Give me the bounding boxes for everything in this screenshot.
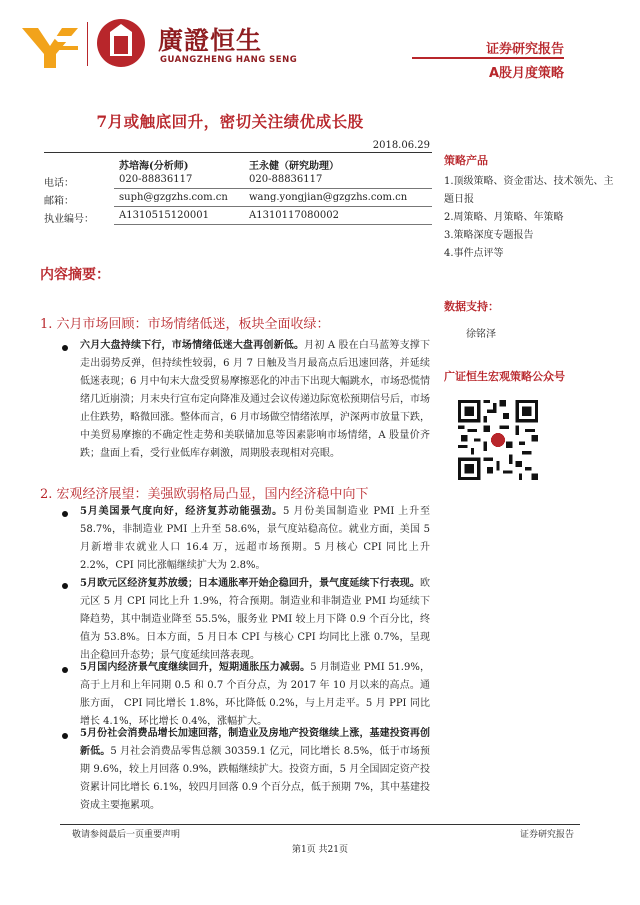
section-1-bullet-1	[80, 337, 430, 463]
bullet-text: 欧元区 5 月 CPI 同比上升 1.9%，符合预期。制造业和非制造业 PMI 均延续下降趋势，其中制造业降至 55.5%，服务业 PMI 较上月下降 0.9 个百分比，终值为 53.8%。日本方面，5 月日本 CPI 与核心 CPI 均同比上涨 0.7%，呈现出企稳回升态势；景气度延续回落表现。	[80, 578, 430, 661]
summary-title: 内容摘要：	[40, 267, 110, 283]
product-item: 3.策略深度专题报告	[444, 230, 534, 241]
phone-label: 电话：	[44, 178, 74, 189]
product-item: 1.顶级策略、资金雷达、技术领先、主题日报	[444, 176, 614, 205]
bullet-icon	[62, 733, 68, 739]
bullet-text: 5 月份美国制造业 PMI 上升至 58.7%，非制造业 PMI 上升至 58.6%，景气度站稳高位。就业方面，美国 5 月新增非农就业人口 16.4 万，远超市场预期。5 月核心 CPI 同比上升 2.2%，CPI 同比涨幅继续扩大为 2.8%。	[80, 506, 430, 571]
support-title: 数据支持：	[444, 300, 499, 313]
report-type: 证券研究报告	[485, 42, 564, 57]
section-1-heading: 1. 六月市场回顾：市场情绪低迷，板块全面收绿：	[40, 317, 330, 332]
brand-name-cn: 廣證恒生	[158, 26, 263, 55]
section-2-heading: 2. 宏观经济展望：美强欧弱格局凸显，国内经济稳中向下	[40, 487, 369, 502]
wechat-title: 广证恒生宏观策略公众号	[444, 370, 565, 383]
author-1-phone: 020-88836117	[119, 174, 193, 185]
brand-name-en: GUANGZHENG HANG SENG	[160, 55, 298, 65]
products-title: 策略产品	[444, 154, 488, 167]
bullet-lead: 5月份社会消费品增长加速回落，制造业及房地产投资继续上涨，基建投资再创新低。	[80, 728, 430, 757]
company-logo-icon	[22, 28, 78, 68]
row-divider	[114, 188, 432, 189]
bullet-lead: 六月大盘持续下行，市场情绪低迷大盘再创新低。	[80, 340, 305, 351]
bullet-icon	[62, 345, 68, 351]
bullet-lead: 5月欧元区经济复苏放缓；日本通胀率开始企稳回升，景气度延续下行表现。	[80, 578, 420, 589]
products-list	[444, 173, 614, 263]
bullet-text: 月初 A 股在白马蓝筹支撑下走出弱势反弹，但持续性较弱，6 月 7 日触及当月最高点后迅速回落，并延续低迷表现；6 月中旬末大盘受贸易摩擦恶化的冲击下出现大幅跳水，市场恐慌情绪几近崩溃；月末央行宣布定向降准及通过会议传递边际宽松预期信号后，市场止住跌势，略微回涨。整体而言，6 月市场做空情绪浓厚，沪深两市放量下跌，中美贸易摩擦的不确定性走势和美联储加息等因素影响市场情绪，A 股量价齐跌；盘面上看，受行业低库存刺激，周期股表现相对亮眼。	[80, 340, 430, 459]
section-2-bullet-3	[80, 659, 430, 731]
author-1-email[interactable]: suph@gzgzhs.com.cn	[119, 192, 228, 203]
row-divider	[114, 206, 432, 207]
report-title: 7月或触底回升，密切关注绩优成长股	[96, 112, 364, 131]
bullet-icon	[62, 511, 68, 517]
support-name: 徐铭泽	[466, 329, 496, 340]
row-divider	[114, 224, 432, 225]
email-label: 邮箱：	[44, 196, 74, 207]
footer-divider	[60, 824, 580, 825]
bullet-lead: 5月美国景气度向好，经济复苏动能强劲。	[80, 506, 284, 517]
bullet-icon	[62, 667, 68, 673]
author-2-cert: A1310117080002	[249, 210, 339, 221]
section-2-bullet-4	[80, 725, 430, 815]
title-divider	[44, 152, 432, 153]
author-1-cert: A1310515120001	[119, 210, 209, 221]
qr-code-icon[interactable]	[458, 400, 538, 480]
product-item: 2.周策略、月策略、年策略	[444, 212, 564, 223]
header-divider	[412, 57, 564, 59]
bullet-icon	[62, 583, 68, 589]
footer-doc-type: 证券研究报告	[519, 830, 574, 840]
footer-disclaimer: 敬请参阅最后一页重要声明	[72, 830, 181, 840]
report-date: 2018.06.29	[372, 140, 430, 151]
author-2-phone: 020-88836117	[249, 174, 323, 185]
report-subtype: A股月度策略	[488, 66, 564, 81]
author-1-name: 苏培海(分析师)	[119, 161, 189, 172]
section-2-bullet-1	[80, 503, 430, 575]
bullet-lead: 5月国内经济景气度继续回升，短期通胀压力减弱。	[80, 662, 311, 673]
cert-label: 执业编号：	[44, 214, 94, 225]
bullet-text: 5 月社会消费品零售总额 30359.1 亿元，同比增长 8.5%，低于市场预期 9.6%，较上月回落 0.9%，跌幅继续扩大。投资方面，5 月全国固定资产投资累计同比增长 6.1%，较四月回落 0.9 个百分点，低于预期 7%，其中基建投资成主要拖累项。	[80, 746, 430, 811]
author-2-name: 王永健（研究助理）	[249, 161, 339, 172]
brand-seal-icon	[96, 18, 146, 68]
product-item: 4.事件点评等	[444, 248, 504, 259]
page-number: 第1页 共21页	[291, 845, 349, 855]
author-2-email[interactable]: wang.yongjian@gzgzhs.com.cn	[249, 192, 408, 203]
bullet-text: 5 月制造业 PMI 51.9%，高于上月和上年同期 0.5 和 0.7 个百分点，为 2017 年 10 月以来的高点。通胀方面， CPI 同比增长 1.8%，环比降低 0.2%，与上月走平。5 月 PPI 同比增长 4.1%，环比增长 0.4%，涨幅扩大。	[80, 662, 430, 727]
section-2-bullet-2	[80, 575, 430, 665]
logo-divider	[87, 22, 88, 66]
